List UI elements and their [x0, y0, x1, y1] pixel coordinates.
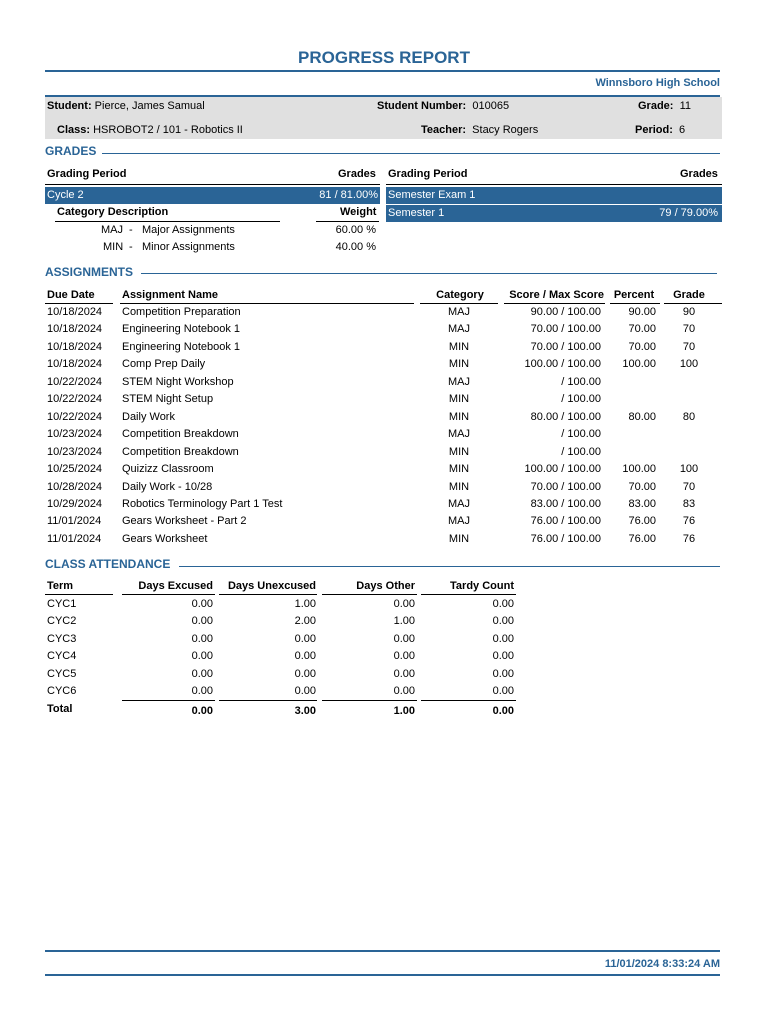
percent-cell: 100.00 [622, 358, 656, 371]
days-other-header: Days Other [356, 580, 415, 592]
days-unexcused-cell: 1.00 [294, 598, 316, 610]
grade-cell: 100 [679, 463, 699, 476]
due-date-cell: 10/25/2024 [47, 463, 103, 476]
student-info-box [45, 97, 722, 139]
score-cell: / 100.00 [561, 445, 601, 458]
score-cell: 100.00 / 100.00 [524, 358, 601, 371]
due-date-cell: 10/23/2024 [47, 445, 103, 458]
assignment-name-cell: Engineering Notebook 1 [122, 323, 241, 336]
score-cell: 70.00 / 100.00 [530, 480, 601, 493]
category-sep: - [129, 224, 133, 236]
category-underline [420, 303, 498, 304]
attendance-section-title: CLASS ATTENDANCE [45, 557, 171, 571]
total-label: Total [47, 703, 73, 715]
assignment-name-cell: STEM Night Workshop [122, 375, 234, 388]
percent-cell: 76.00 [628, 515, 656, 528]
assignments-section-title: ASSIGNMENTS [45, 265, 134, 279]
semester-row [386, 205, 722, 222]
period-info [635, 124, 685, 136]
percent-header: Percent [613, 289, 655, 301]
teacher-info [421, 124, 538, 136]
grading-period-header-left: Grading Period [47, 168, 127, 180]
category-cell: MIN [448, 445, 470, 458]
grade-cell: 80 [682, 410, 696, 423]
category-cell: MIN [448, 463, 470, 476]
title-rule [45, 70, 720, 72]
percent-cell: 90.00 [628, 306, 656, 318]
grade-cell: 76 [682, 532, 696, 545]
total-excused-line [122, 700, 215, 701]
grade-underline [664, 303, 722, 304]
term-cell: CYC6 [47, 685, 77, 697]
cycle-grade-row [45, 187, 380, 204]
total-excused: 0.00 [191, 705, 213, 717]
score-header: Score / Max Score [509, 289, 604, 301]
total-tardy-line [421, 700, 516, 701]
percent-cell: 70.00 [628, 323, 656, 336]
days-excused-cell: 0.00 [191, 650, 213, 663]
excused-underline [122, 594, 215, 595]
score-cell: 70.00 / 100.00 [530, 340, 601, 353]
score-underline [504, 303, 605, 304]
grade-info [638, 100, 691, 112]
score-cell: 80.00 / 100.00 [530, 410, 601, 423]
category-cell: MAJ [448, 515, 470, 528]
percent-underline [610, 303, 660, 304]
score-cell: 100.00 / 100.00 [524, 463, 601, 476]
due-date-cell: 10/18/2024 [47, 323, 103, 336]
days-unexcused-cell: 0.00 [294, 632, 316, 645]
grade-cell: 70 [682, 323, 696, 336]
days-other-cell: 0.00 [393, 650, 415, 663]
total-other-line [322, 700, 417, 701]
due-date-cell: 10/18/2024 [47, 306, 103, 318]
category-cell: MAJ [448, 306, 470, 318]
assignment-name-cell: Quizizz Classroom [122, 463, 214, 476]
score-cell: / 100.00 [561, 375, 601, 388]
student-number-info [377, 100, 509, 112]
total-tardy: 0.00 [492, 705, 514, 717]
semester-name: Semester 1 [388, 207, 445, 219]
term-cell: CYC2 [47, 615, 77, 628]
category-cell: MAJ [448, 323, 470, 336]
category-cell: MAJ [448, 428, 470, 441]
semester-grade: 79 / 79.00% [659, 207, 718, 219]
attendance-section-line [179, 566, 720, 567]
due-date-header: Due Date [47, 289, 95, 301]
percent-cell: 100.00 [622, 463, 656, 476]
due-date-cell: 10/29/2024 [47, 497, 103, 510]
weight-header: Weight [340, 206, 377, 218]
category-cell: MAJ [448, 497, 470, 510]
category-cell: MIN [448, 393, 470, 406]
assignment-name-cell: Daily Work [122, 410, 175, 423]
grades-header-left: Grades [338, 168, 376, 180]
teacher-name: Stacy Rogers [472, 124, 539, 136]
unexcused-underline [219, 594, 317, 595]
category-header: Category [436, 289, 484, 301]
score-cell: 76.00 / 100.00 [530, 532, 601, 545]
days-excused-header: Days Excused [138, 580, 213, 592]
grades-section-title: GRADES [45, 144, 97, 158]
percent-cell: 80.00 [628, 410, 656, 423]
class-label: Class: [57, 124, 91, 136]
period-label: Period: [635, 124, 673, 136]
days-other-cell: 1.00 [393, 615, 415, 628]
days-excused-cell: 0.00 [191, 632, 213, 645]
student-info [47, 100, 205, 112]
grade-label: Grade: [638, 100, 674, 112]
days-excused-cell: 0.00 [191, 598, 213, 610]
days-excused-cell: 0.00 [191, 685, 213, 697]
semester-exam-name: Semester Exam 1 [388, 189, 476, 201]
days-unexcused-cell: 0.00 [294, 650, 316, 663]
total-unexcused-line [219, 700, 317, 701]
days-other-cell: 0.00 [393, 598, 415, 610]
grade-cell: 70 [682, 340, 696, 353]
due-date-cell: 10/18/2024 [47, 358, 103, 371]
term-cell: CYC1 [47, 598, 77, 610]
tardy-count-cell: 0.00 [492, 685, 514, 697]
assignment-name-cell: Gears Worksheet - Part 2 [122, 515, 247, 528]
category-weight: 60.00 % [335, 224, 376, 236]
days-unexcused-cell: 0.00 [294, 685, 316, 697]
score-cell: 83.00 / 100.00 [530, 497, 601, 510]
term-underline [45, 594, 113, 595]
assignment-name-cell: Robotics Terminology Part 1 Test [122, 497, 283, 510]
grade-cell: 100 [679, 358, 699, 371]
grade-cell: 76 [682, 515, 696, 528]
percent-cell: 70.00 [628, 340, 656, 353]
due-date-underline [45, 303, 113, 304]
score-cell: 90.00 / 100.00 [530, 306, 601, 318]
assignment-name-header: Assignment Name [122, 289, 218, 301]
grades-header-underline-left [45, 184, 380, 185]
category-description-header: Category Description [57, 206, 169, 218]
teacher-label: Teacher: [421, 124, 467, 136]
category-cell: MIN [448, 340, 470, 353]
cycle-name: Cycle 2 [47, 189, 84, 201]
assignment-name-cell: Competition Breakdown [122, 428, 239, 441]
days-excused-cell: 0.00 [191, 667, 213, 680]
days-unexcused-cell: 2.00 [294, 615, 316, 628]
due-date-cell: 11/01/2024 [47, 532, 102, 545]
tardy-underline [421, 594, 516, 595]
grades-section-line [102, 153, 720, 154]
school-name: Winnsboro High School [595, 77, 720, 89]
grade-cell: 70 [682, 480, 696, 493]
due-date-cell: 10/22/2024 [47, 375, 103, 388]
grades-header-underline-right [386, 184, 722, 185]
student-number: 010065 [472, 100, 510, 112]
due-date-cell: 10/28/2024 [47, 480, 103, 493]
assignment-name-cell: STEM Night Setup [122, 393, 214, 406]
assignment-name-cell: Competition Preparation [122, 306, 241, 318]
cycle-grade: 81 / 81.00% [319, 189, 378, 201]
assignment-name-cell: Comp Prep Daily [122, 358, 206, 371]
class-info [57, 124, 243, 136]
tardy-count-cell: 0.00 [492, 632, 514, 645]
score-cell: 70.00 / 100.00 [530, 323, 601, 336]
term-header: Term [47, 580, 74, 592]
due-date-cell: 11/01/2024 [47, 515, 102, 528]
tardy-count-header: Tardy Count [450, 580, 514, 592]
class-name: HSROBOT2 / 101 - Robotics II [93, 124, 243, 136]
due-date-cell: 10/22/2024 [47, 410, 103, 423]
assignment-name-cell: Competition Breakdown [122, 445, 239, 458]
tardy-count-cell: 0.00 [492, 615, 514, 628]
score-cell: / 100.00 [561, 393, 601, 406]
student-label: Student: [47, 100, 92, 112]
category-cell: MIN [448, 480, 470, 493]
score-cell: / 100.00 [561, 428, 601, 441]
report-timestamp: 11/01/2024 8:33:24 AM [604, 958, 720, 970]
assignment-name-cell: Gears Worksheet [122, 532, 208, 545]
category-name: Major Assignments [142, 224, 235, 236]
total-unexcused: 3.00 [294, 705, 316, 717]
category-cell: MIN [448, 532, 470, 545]
days-other-cell: 0.00 [393, 632, 415, 645]
tardy-count-cell: 0.00 [492, 667, 514, 680]
days-unexcused-cell: 0.00 [294, 667, 316, 680]
grades-header-right: Grades [680, 168, 718, 180]
due-date-cell: 10/18/2024 [47, 340, 103, 353]
category-sep: - [129, 241, 133, 253]
days-other-cell: 0.00 [393, 667, 415, 680]
category-weight: 40.00 % [335, 241, 376, 253]
grade-header: Grade [673, 289, 705, 301]
term-cell: CYC4 [47, 650, 77, 663]
total-other: 1.00 [393, 705, 415, 717]
tardy-count-cell: 0.00 [492, 598, 514, 610]
other-underline [322, 594, 417, 595]
term-cell: CYC5 [47, 667, 77, 680]
student-number-label: Student Number: [377, 100, 467, 112]
percent-cell: 76.00 [628, 532, 656, 545]
category-cell: MAJ [448, 375, 470, 388]
assignment-name-underline [120, 303, 414, 304]
semester-exam-row [386, 187, 722, 204]
student-name: Pierce, James Samual [94, 100, 205, 112]
footer-bottom-rule [45, 974, 720, 976]
tardy-count-cell: 0.00 [492, 650, 514, 663]
assignment-name-cell: Engineering Notebook 1 [122, 340, 241, 353]
days-excused-cell: 0.00 [191, 615, 213, 628]
due-date-cell: 10/22/2024 [47, 393, 103, 406]
days-other-cell: 0.00 [393, 685, 415, 697]
report-title: PROGRESS REPORT [298, 48, 470, 67]
assignments-section-line [141, 273, 717, 274]
category-code: MAJ [101, 224, 123, 236]
grade-level: 11 [679, 100, 692, 112]
score-cell: 76.00 / 100.00 [530, 515, 601, 528]
category-underline [55, 221, 280, 222]
due-date-cell: 10/23/2024 [47, 428, 103, 441]
category-cell: MIN [448, 358, 470, 371]
assignment-name-cell: Daily Work - 10/28 [122, 480, 213, 493]
category-cell: MIN [448, 410, 470, 423]
period-number: 6 [679, 124, 686, 136]
grading-period-header-right: Grading Period [388, 168, 468, 180]
grade-cell: 90 [682, 306, 696, 318]
grade-cell: 83 [682, 497, 696, 510]
footer-top-rule [45, 950, 720, 952]
category-name: Minor Assignments [142, 241, 235, 253]
percent-cell: 70.00 [628, 480, 656, 493]
weight-underline [316, 221, 379, 222]
days-unexcused-header: Days Unexcused [227, 580, 316, 592]
term-cell: CYC3 [47, 632, 77, 645]
percent-cell: 83.00 [628, 497, 656, 510]
category-code: MIN [103, 241, 124, 253]
